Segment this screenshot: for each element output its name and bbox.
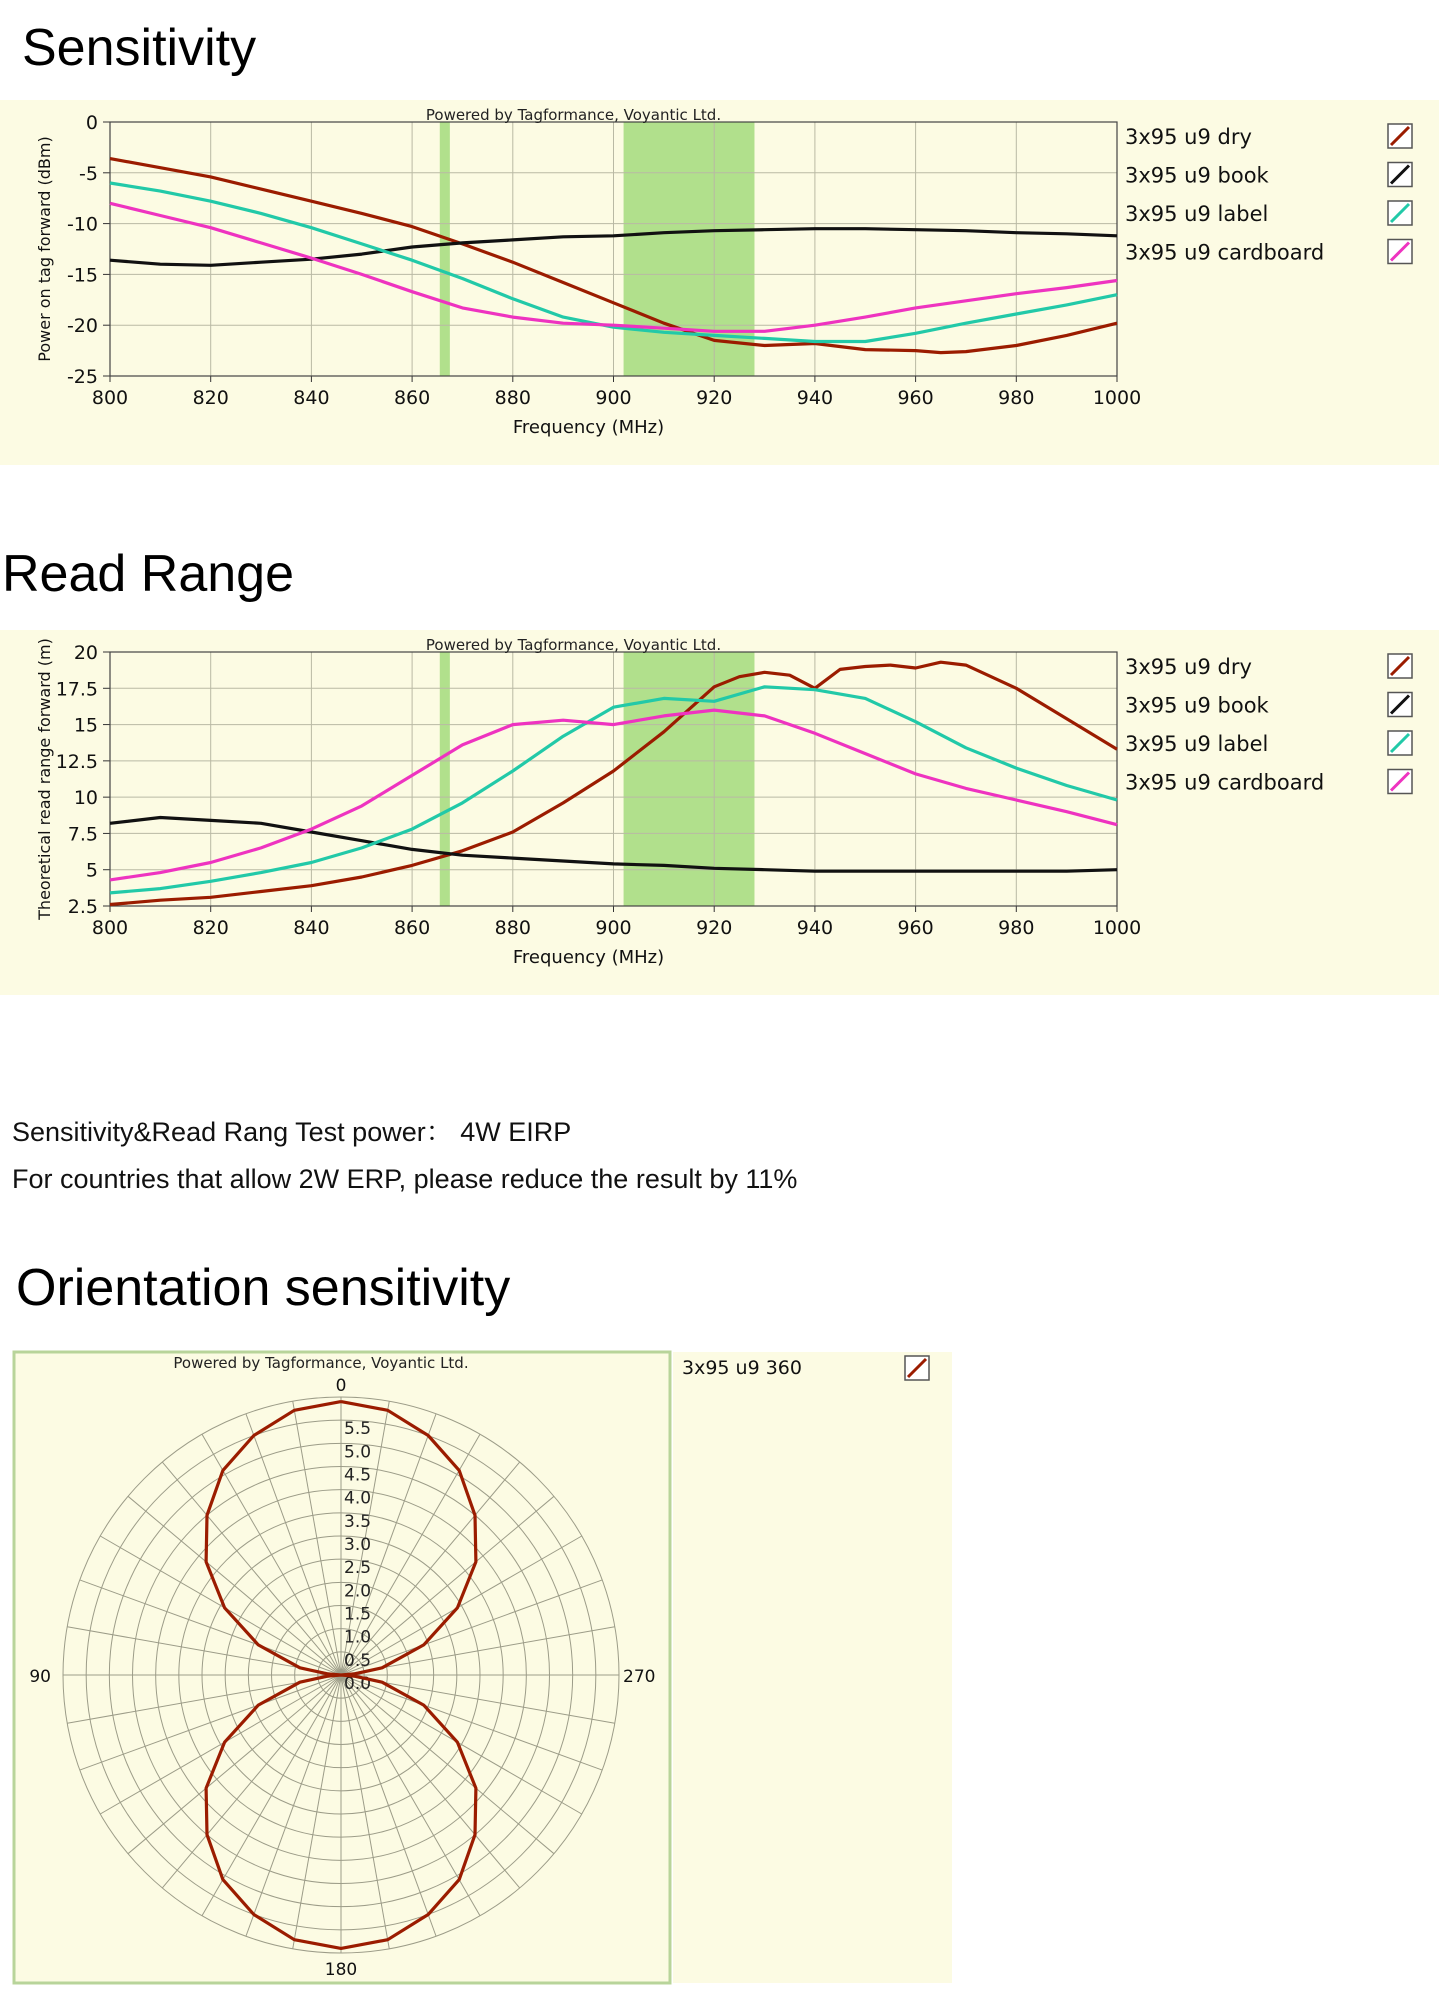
legend-icon-book (1388, 693, 1412, 717)
legend-label-cardboard: 3x95 u9 cardboard (1125, 770, 1325, 795)
sensitivity-chart-panel (0, 100, 1439, 465)
x-tick-label: 900 (595, 387, 632, 409)
radial-tick-label: 2.5 (344, 1558, 372, 1579)
read-range-heading: Read Range (2, 545, 294, 603)
angle-label: 90 (29, 1667, 51, 1687)
polar-legend-icon (905, 1356, 929, 1380)
sensitivity-heading: Sensitivity (22, 19, 257, 77)
y-tick-label: 7.5 (67, 823, 98, 846)
radial-tick-label: 4.0 (344, 1488, 372, 1509)
x-tick-label: 820 (192, 387, 229, 409)
x-tick-label: 980 (998, 917, 1035, 939)
y-axis-title: Power on tag forward (dBm) (35, 136, 54, 362)
radial-tick-label: 4.5 (344, 1465, 372, 1486)
orientation-chart-panel (12, 1350, 952, 1985)
legend-icon-cardboard (1388, 240, 1412, 264)
watermark: Powered by Tagformance, Voyantic Ltd. (173, 1354, 469, 1372)
orientation-heading: Orientation sensitivity (16, 1259, 511, 1317)
legend-icon-dry (1388, 654, 1412, 678)
legend-icon-book (1388, 163, 1412, 187)
x-tick-label: 960 (897, 387, 934, 409)
read-range-chart (0, 630, 1439, 995)
radial-tick-label: 5.0 (344, 1442, 372, 1463)
x-tick-label: 880 (494, 917, 531, 939)
legend-icon-label (1388, 201, 1412, 225)
y-tick-label: -10 (66, 213, 98, 236)
radial-tick-label: 1.5 (344, 1604, 372, 1625)
radial-tick-label: 3.0 (344, 1535, 372, 1555)
legend-icon-label (1388, 731, 1412, 755)
y-tick-label: 12.5 (55, 750, 98, 773)
legend-label-dry: 3x95 u9 dry (1125, 655, 1252, 679)
x-tick-label: 1000 (1092, 917, 1142, 939)
angle-label: 270 (623, 1667, 656, 1687)
sensitivity-chart (0, 100, 1439, 465)
x-tick-label: 940 (796, 387, 834, 409)
legend-label-label: 3x95 u9 label (1125, 202, 1269, 226)
y-tick-label: 0 (85, 112, 98, 134)
x-tick-label: 800 (91, 917, 129, 939)
x-tick-label: 840 (293, 917, 330, 939)
frequency-band-0 (440, 652, 450, 906)
radial-tick-label: 1.0 (344, 1627, 372, 1648)
polar-legend-area (673, 1352, 952, 1983)
x-tick-label: 920 (696, 917, 733, 939)
y-tick-label: -15 (66, 264, 98, 287)
radial-tick-label: 5.5 (344, 1419, 372, 1440)
x-tick-label: 800 (91, 387, 129, 409)
legend-icon-cardboard (1388, 770, 1412, 794)
angle-label: 0 (335, 1376, 347, 1396)
y-tick-label: 15 (73, 714, 98, 737)
x-tick-label: 900 (595, 917, 632, 939)
legend-label-book: 3x95 u9 book (1125, 693, 1269, 718)
x-tick-label: 860 (393, 387, 431, 409)
x-tick-label: 860 (393, 917, 431, 939)
x-tick-label: 940 (796, 917, 834, 939)
polar-legend-label: 3x95 u9 360 (682, 1357, 802, 1379)
legend-label-label: 3x95 u9 label (1125, 732, 1269, 756)
legend-icon-dry (1388, 124, 1412, 148)
read-range-chart-panel (0, 630, 1439, 995)
legend-label-cardboard: 3x95 u9 cardboard (1125, 240, 1325, 265)
watermark: Powered by Tagformance, Voyantic Ltd. (425, 636, 722, 654)
angle-label: 180 (324, 1960, 358, 1980)
test-power-note: Sensitivity&Read Rang Test power： 4W EIRP (12, 1117, 572, 1147)
radial-tick-label: 3.5 (344, 1511, 372, 1532)
x-axis-title: Frequency (MHz) (512, 417, 665, 438)
x-tick-label: 880 (494, 387, 531, 409)
radial-tick-label: 2.0 (344, 1581, 372, 1602)
legend-label-book: 3x95 u9 book (1125, 163, 1269, 188)
x-tick-label: 920 (696, 387, 733, 409)
y-tick-label: 17.5 (55, 678, 98, 701)
y-tick-label: -5 (79, 162, 98, 185)
erp-note: For countries that allow 2W ERP, please reduce the result by 11% (12, 1164, 798, 1194)
y-tick-label: 2.5 (67, 896, 98, 918)
x-axis-title: Frequency (MHz) (512, 947, 665, 968)
watermark: Powered by Tagformance, Voyantic Ltd. (425, 106, 722, 124)
legend-label-dry: 3x95 u9 dry (1125, 125, 1252, 149)
radial-tick-label: 0.0 (344, 1674, 372, 1694)
y-axis-title: Theoretical read range forward (m) (35, 638, 54, 920)
x-tick-label: 820 (192, 917, 229, 939)
x-tick-label: 960 (897, 917, 934, 939)
x-tick-label: 840 (293, 387, 330, 409)
x-tick-label: 1000 (1092, 387, 1142, 409)
y-tick-label: 20 (73, 642, 98, 664)
radial-tick-label: 0.5 (344, 1650, 372, 1671)
y-tick-label: 5 (85, 859, 98, 882)
orientation-chart (12, 1350, 952, 1985)
y-tick-label: 10 (73, 787, 98, 810)
y-tick-label: -25 (66, 366, 98, 388)
y-tick-label: -20 (66, 315, 98, 338)
x-tick-label: 980 (998, 387, 1035, 409)
frequency-band-0 (440, 122, 450, 376)
